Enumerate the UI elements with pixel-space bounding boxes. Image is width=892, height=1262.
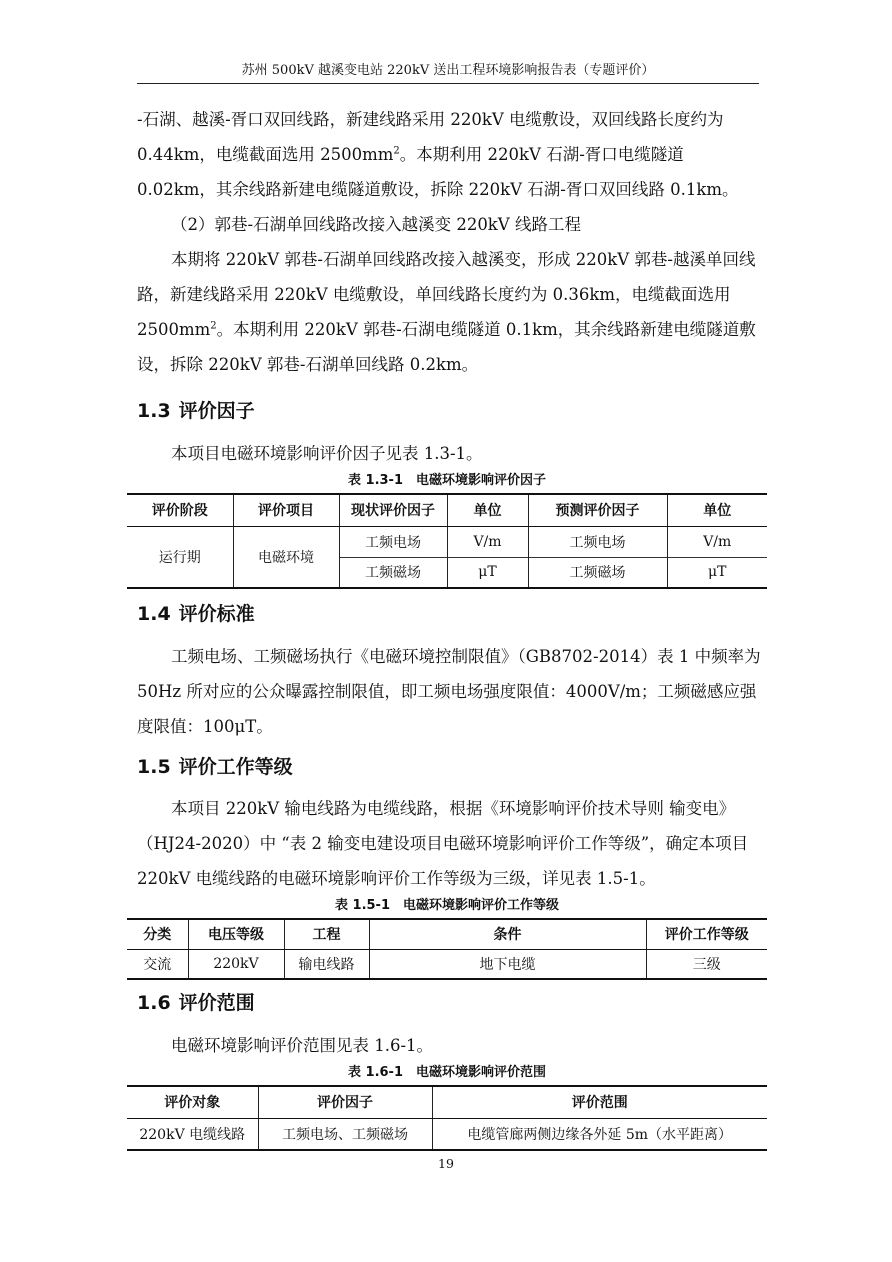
page-header: 苏州 500kV 越溪变电站 220kV 送出工程环境影响报告表（专题评价） xyxy=(137,62,759,84)
section-number: 1.4 xyxy=(137,603,171,625)
intro-text-b: 。本期利用 220kV 郭巷-石湖电缆隧道 0.1km，其余线路新建电缆隧道敷设，拆除 220kV 郭巷-石湖单回线路 0.2km。 xyxy=(137,320,756,374)
section-number: 1.6 xyxy=(137,992,171,1014)
table-caption-1-3-1: 表 1.3-1 电磁环境影响评价因子 xyxy=(348,473,546,488)
table-header-cell: 评价因子 xyxy=(258,1086,432,1118)
table-cell: μT xyxy=(447,557,528,588)
table-cell-stage: 运行期 xyxy=(127,526,233,588)
table-row xyxy=(127,526,767,557)
table-caption-1-5-1: 表 1.5-1 电磁环境影响评价工作等级 xyxy=(335,898,559,913)
table-header-cell: 评价对象 xyxy=(127,1086,258,1118)
table-header-cell: 预测评价因子 xyxy=(528,494,667,526)
table-header-cell: 分类 xyxy=(127,919,188,949)
table-cell: 地下电缆 xyxy=(369,949,646,979)
table-cell-item: 电磁环境 xyxy=(233,526,339,588)
table-header-cell: 电压等级 xyxy=(188,919,284,949)
table-cell: 工频电场、工频磁场 xyxy=(258,1118,432,1150)
section-heading-1-4 xyxy=(137,601,255,627)
table-cell: 电缆管廊两侧边缘各外延 5m（水平距离） xyxy=(432,1118,767,1150)
table-1-5-1 xyxy=(127,918,767,980)
table-cell: V/m xyxy=(667,526,767,557)
superscript: 2 xyxy=(393,145,400,157)
section-title: 评价范围 xyxy=(178,992,255,1014)
table-cell: 工频电场 xyxy=(528,526,667,557)
table-header-cell: 条件 xyxy=(369,919,646,949)
section-heading-1-5 xyxy=(137,754,293,780)
table-cell: 220kV 电缆线路 xyxy=(127,1118,258,1150)
section-1-5-text: 本项目 220kV 输电线路为电缆线路，根据《环境影响评价技术导则 输变电》（HJ24-2020）中 “表 2 输变电建设项目电磁环境影响评价工作等级”，确定本项目 220kV 电缆线路的电磁环境影响评价工作等级为三级，详见表 1.5-1。 xyxy=(137,799,749,888)
table-cell: μT xyxy=(667,557,767,588)
section-number: 1.5 xyxy=(137,756,171,778)
section-1-6-text: 电磁环境影响评价范围见表 1.6-1。 xyxy=(171,1036,434,1055)
table-cell: 三级 xyxy=(646,949,767,979)
table-cell: 工频磁场 xyxy=(528,557,667,588)
section-1-4-text: 工频电场、工频磁场执行《电磁环境控制限值》（GB8702-2014）表 1 中频率为 50Hz 所对应的公众曝露控制限值，即工频电场强度限值：4000V/m；工频磁感应强度限值：100μT。 xyxy=(137,647,761,736)
section-title: 评价工作等级 xyxy=(178,756,293,778)
table-cell: 工频电场 xyxy=(339,526,447,557)
table-header-cell: 评价工作等级 xyxy=(646,919,767,949)
table-header-cell: 评价项目 xyxy=(233,494,339,526)
section-number: 1.3 xyxy=(137,400,171,422)
table-1-3-1 xyxy=(127,493,767,589)
table-cell: 输电线路 xyxy=(284,949,369,979)
intro-text-a: 本期将 220kV 郭巷-石湖单回线路改接入越溪变，形成 220kV 郭巷-越溪单回线路，新建线路采用 220kV 电缆敷设，单回线路长度约为 0.36km，电缆截面选用 2500mm xyxy=(137,250,756,339)
section-heading-1-6 xyxy=(137,990,255,1016)
table-1-6-1 xyxy=(127,1085,767,1151)
table-header-cell: 评价阶段 xyxy=(127,494,233,526)
intro-paragraph-1 xyxy=(137,102,762,207)
subsection-2-title: （2）郭巷-石湖单回线路改接入越溪变 220kV 线路工程 xyxy=(171,215,581,234)
section-1-3-text: 本项目电磁环境影响评价因子见表 1.3-1。 xyxy=(171,444,483,463)
intro-paragraph-2 xyxy=(137,242,762,382)
table-caption-1-6-1: 表 1.6-1 电磁环境影响评价范围 xyxy=(348,1065,546,1080)
table-header-cell: 评价范围 xyxy=(432,1086,767,1118)
table-header-cell: 现状评价因子 xyxy=(339,494,447,526)
intro-text-a: -石湖、越溪-胥口双回线路，新建线路采用 220kV 电缆敷设，双回线路长度约为 0.44km，电缆截面选用 2500mm xyxy=(137,110,724,164)
intro-text-b: 。本期利用 220kV 石湖-胥口电缆隧道 0.02km，其余线路新建电缆隧道敷设，拆除 220kV 石湖-胥口双回线路 0.1km。 xyxy=(137,145,739,199)
table-cell: 工频磁场 xyxy=(339,557,447,588)
table-cell: V/m xyxy=(447,526,528,557)
table-header-cell: 单位 xyxy=(667,494,767,526)
table-row xyxy=(127,949,767,979)
table-cell: 交流 xyxy=(127,949,188,979)
section-heading-1-3 xyxy=(137,398,255,424)
page-number: 19 xyxy=(438,1156,454,1171)
table-cell: 220kV xyxy=(188,949,284,979)
table-header-cell: 单位 xyxy=(447,494,528,526)
superscript: 2 xyxy=(210,320,217,332)
section-title: 评价标准 xyxy=(178,603,255,625)
table-row xyxy=(127,1118,767,1150)
table-header-cell: 工程 xyxy=(284,919,369,949)
section-title: 评价因子 xyxy=(178,400,255,422)
